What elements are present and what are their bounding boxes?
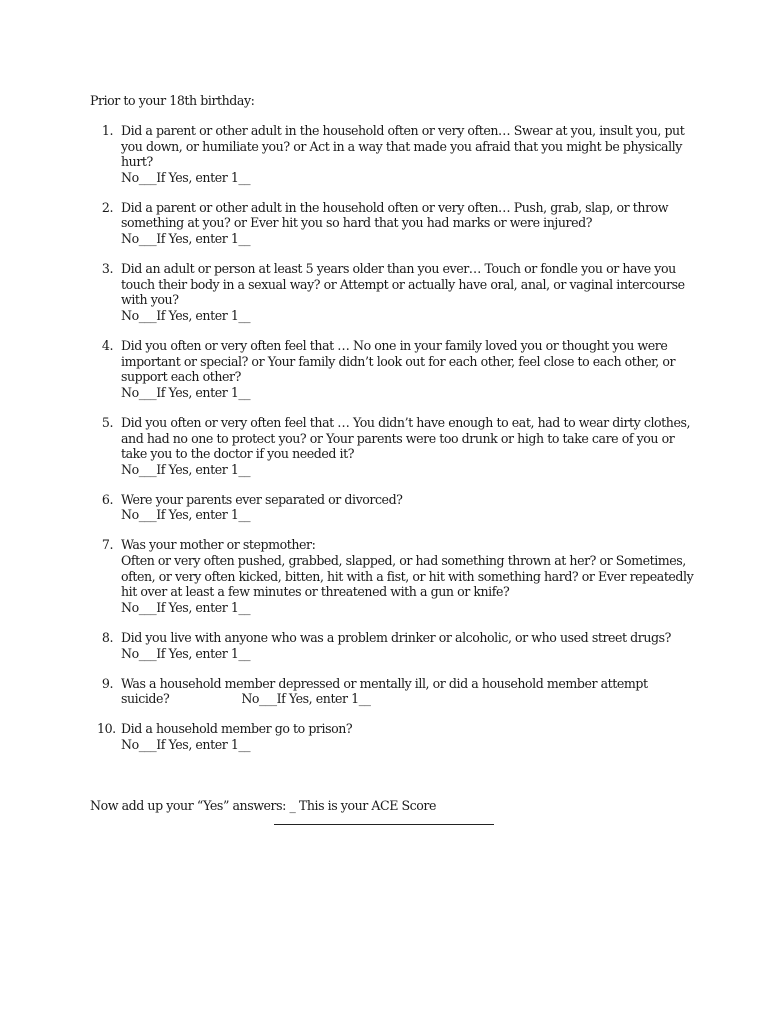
question-text: Were your parents ever separated or divorced? bbox=[121, 491, 403, 507]
question-item bbox=[97, 415, 697, 477]
question-text: Did a parent or other adult in the household often or very often… Push, grab, slap, or throw something at you? or Ever hit you so hard that you had marks or were injured? bbox=[121, 199, 669, 231]
question-item bbox=[97, 261, 697, 323]
intro-text: Prior to your 18th birthday: bbox=[90, 93, 255, 108]
question-item bbox=[97, 123, 697, 185]
question-number: 8. bbox=[101, 629, 113, 645]
question-text: Did you live with anyone who was a problem drinker or alcoholic, or who used street drugs? bbox=[121, 629, 671, 645]
question-number: 9. bbox=[101, 675, 113, 691]
answer-line: No___If Yes, enter 1__ bbox=[121, 231, 251, 247]
ace-score-prompt: Now add up your “Yes” answers: _ This is your ACE Score bbox=[90, 798, 436, 813]
question-number: 4. bbox=[101, 338, 113, 354]
answer-line: No___If Yes, enter 1__ bbox=[121, 507, 251, 523]
question-item bbox=[97, 721, 697, 752]
question-item bbox=[97, 200, 697, 247]
question-number: 2. bbox=[101, 199, 113, 215]
answer-line: No___If Yes, enter 1__ bbox=[121, 736, 251, 752]
question-number: 7. bbox=[101, 537, 113, 553]
answer-line: No___If Yes, enter 1__ bbox=[121, 307, 251, 323]
question-list bbox=[97, 123, 697, 767]
question-text: Did a parent or other adult in the household often or very often… Swear at you, insult you, put you down, or humiliate you? or Act in a way that made you afraid that you might be physically hurt? bbox=[121, 123, 685, 170]
answer-line: No___If Yes, enter 1__ bbox=[121, 384, 251, 400]
answer-line: No___If Yes, enter 1__ bbox=[121, 599, 251, 615]
question-number: 1. bbox=[101, 123, 113, 138]
question-text: Did a household member go to prison? bbox=[121, 721, 353, 737]
question-text: Was your mother or stepmother: bbox=[121, 537, 316, 553]
question-item bbox=[97, 338, 697, 400]
question-item bbox=[97, 537, 697, 615]
question-item bbox=[97, 676, 697, 707]
question-text: Did an adult or person at least 5 years older than you ever… Touch or fondle you or have you touch their body in a sexual way? or Attempt or actually have oral, anal, or vaginal intercourse with you? bbox=[121, 261, 685, 308]
answer-line: No___If Yes, enter 1__ bbox=[121, 645, 251, 661]
question-text: Did you often or very often feel that … No one in your family loved you or thought you were important or special? or Your family didn’t look out for each other, feel close to each other, or support each other? bbox=[121, 338, 676, 385]
score-underline bbox=[274, 824, 494, 825]
question-subtext: Often or very often pushed, grabbed, slapped, or had something thrown at her? or Sometimes, often, or very often kicked, bitten, hit with a fist, or hit with something hard? or Ever repeatedly hit over at least a few minutes or threatened with a gun or knife? bbox=[121, 553, 694, 600]
question-number: 6. bbox=[101, 491, 113, 507]
answer-line: No___If Yes, enter 1__ bbox=[121, 461, 251, 477]
question-item bbox=[97, 492, 697, 523]
question-text: Did you often or very often feel that … You didn’t have enough to eat, had to wear dirty clothes, and had no one to protect you? or Your parents were too drunk or high to take care of you or take you to the doctor if you needed it? bbox=[121, 414, 691, 462]
question-number: 5. bbox=[101, 414, 113, 430]
question-number: 10. bbox=[97, 721, 116, 737]
answer-line: No___If Yes, enter 1__ bbox=[241, 691, 371, 707]
answer-line: No___If Yes, enter 1__ bbox=[121, 169, 251, 185]
question-item bbox=[97, 630, 697, 661]
question-text: Was a household member depressed or mentally ill, or did a household member attempt suicide? bbox=[121, 675, 648, 707]
question-number: 3. bbox=[101, 261, 113, 277]
